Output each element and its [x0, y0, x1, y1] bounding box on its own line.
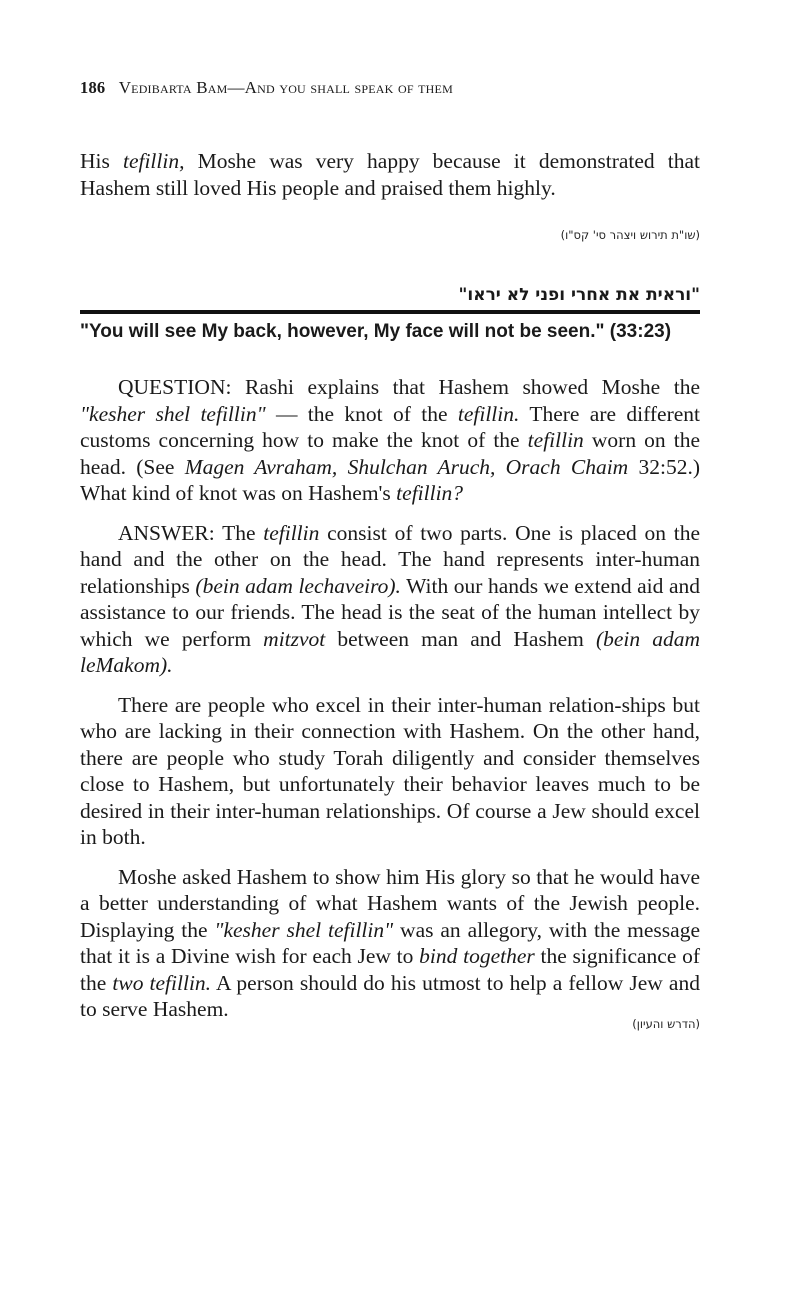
source-citation: (שו"ת תירוש ויצהר סי' קס"ו): [560, 228, 700, 242]
english-verse-title: "You will see My back, however, My face will not be seen." (33:23): [80, 321, 672, 342]
hebrew-verse-title: "וראית את אחרי ופני לא יראו": [458, 285, 700, 305]
paragraph-three: There are people who excel in their inter-human relation-ships but who are lacking in their connection with Hashem. On the other hand, there are people who study Torah diligently and consider themselves close to Hashem, but unfortunately their behavior leaves much to be desired in their inter-human relationships. Of course a Jew should excel in both.: [80, 692, 700, 849]
text-run: Moshe asked Hashem to show him His glory so that he would have a better understanding of what Hashem wants of the Jewish people. Displaying the: [80, 864, 700, 942]
text-run: the significance of the: [80, 944, 701, 995]
continued-paragraph: [80, 148, 700, 201]
text-run: ANSWER: The: [118, 520, 264, 545]
italic-term: bind together: [419, 944, 535, 968]
text-run: QUESTION: Rashi explains that Hashem showed Moshe the: [118, 375, 700, 399]
italic-term: (bein adam leMakom).: [80, 626, 701, 677]
answer-paragraph: [80, 520, 700, 679]
italic-term: Magen Avraham, Shulchan Aruch, Orach Chaim: [184, 454, 629, 479]
paragraph-four: [80, 864, 700, 1023]
question-paragraph: [80, 374, 700, 507]
bottom-source-citation: (הדרש והעיון): [632, 1017, 700, 1031]
italic-term: tefillin: [263, 520, 320, 545]
text-run: 32:52.) What kind of knot was on Hashem's: [80, 454, 700, 505]
italic-term: tefillin.: [457, 401, 520, 426]
text-run: There are different customs concerning how to make the knot of the: [80, 401, 701, 452]
page-number: 186: [80, 78, 106, 97]
italic-term: "kesher shel tefillin": [80, 401, 266, 426]
text-run: — the knot of the: [265, 401, 458, 426]
italic-term: mitzvot: [263, 626, 326, 651]
italic-term: two tefillin.: [112, 970, 212, 995]
italic-term: tefillin: [527, 428, 584, 452]
text-run: worn on the head. (See: [80, 428, 700, 479]
italic-term: (bein adam lechaveiro).: [195, 573, 401, 598]
text-run: His: [80, 149, 123, 173]
section-divider: [80, 310, 700, 314]
text-run: Moshe was very happy because it demonstrated that Hashem still loved His people and praised them highly.: [80, 149, 700, 200]
italic-term: tefillin?: [396, 481, 464, 505]
text-run: between man and Hashem: [325, 626, 596, 651]
running-title: Vedibarta Bam—And you shall speak of them: [118, 78, 453, 97]
text-run: consist of two parts. One is placed on the hand and the other on the head. The hand represents inter-human relationships: [80, 520, 701, 598]
running-header: [80, 78, 453, 98]
text-run: was an allegory, with the message that it is a Divine wish for each Jew to: [80, 917, 701, 968]
italic-term: "kesher shel tefillin": [214, 917, 394, 942]
text-run: A person should do his utmost to help a fellow Jew and to serve Hashem.: [80, 970, 700, 1021]
text-run: With our hands we extend aid and assistance to our friends. The head is the seat of the human intellect by which we perform: [80, 573, 700, 651]
italic-term: tefillin,: [122, 149, 185, 173]
main-text: [80, 374, 700, 1023]
